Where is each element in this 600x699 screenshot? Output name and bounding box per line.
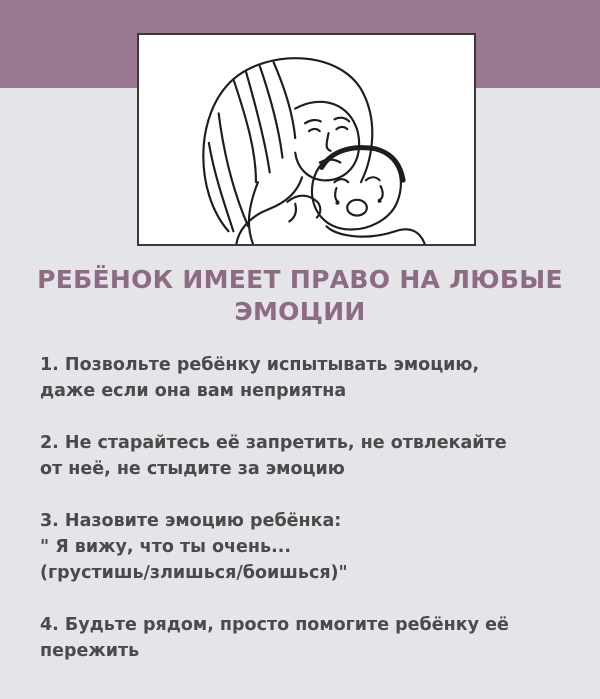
- title-line-2: ЭМОЦИИ: [234, 297, 366, 326]
- tip-item-1: 1. Позвольте ребёнку испытывать эмоцию, даже если она вам неприятна: [40, 355, 480, 401]
- tip-item-4: 4. Будьте рядом, просто помогите ребёнку её пережить: [40, 615, 509, 661]
- mother-comforting-child-illustration: [137, 33, 476, 246]
- page-title: [20, 264, 580, 328]
- tip-item-2: 2. Не старайтесь её запретить, не отвлекайте от неё, не стыдите за эмоцию: [40, 433, 507, 479]
- title-line-1: РЕБЁНОК ИМЕЕТ ПРАВО НА ЛЮБЫЕ: [37, 265, 563, 294]
- tip-item-3: 3. Назовите эмоцию ребёнка: " Я вижу, что ты очень... (грустишь/злишься/боишься)": [40, 511, 348, 583]
- tips-list: [40, 352, 588, 690]
